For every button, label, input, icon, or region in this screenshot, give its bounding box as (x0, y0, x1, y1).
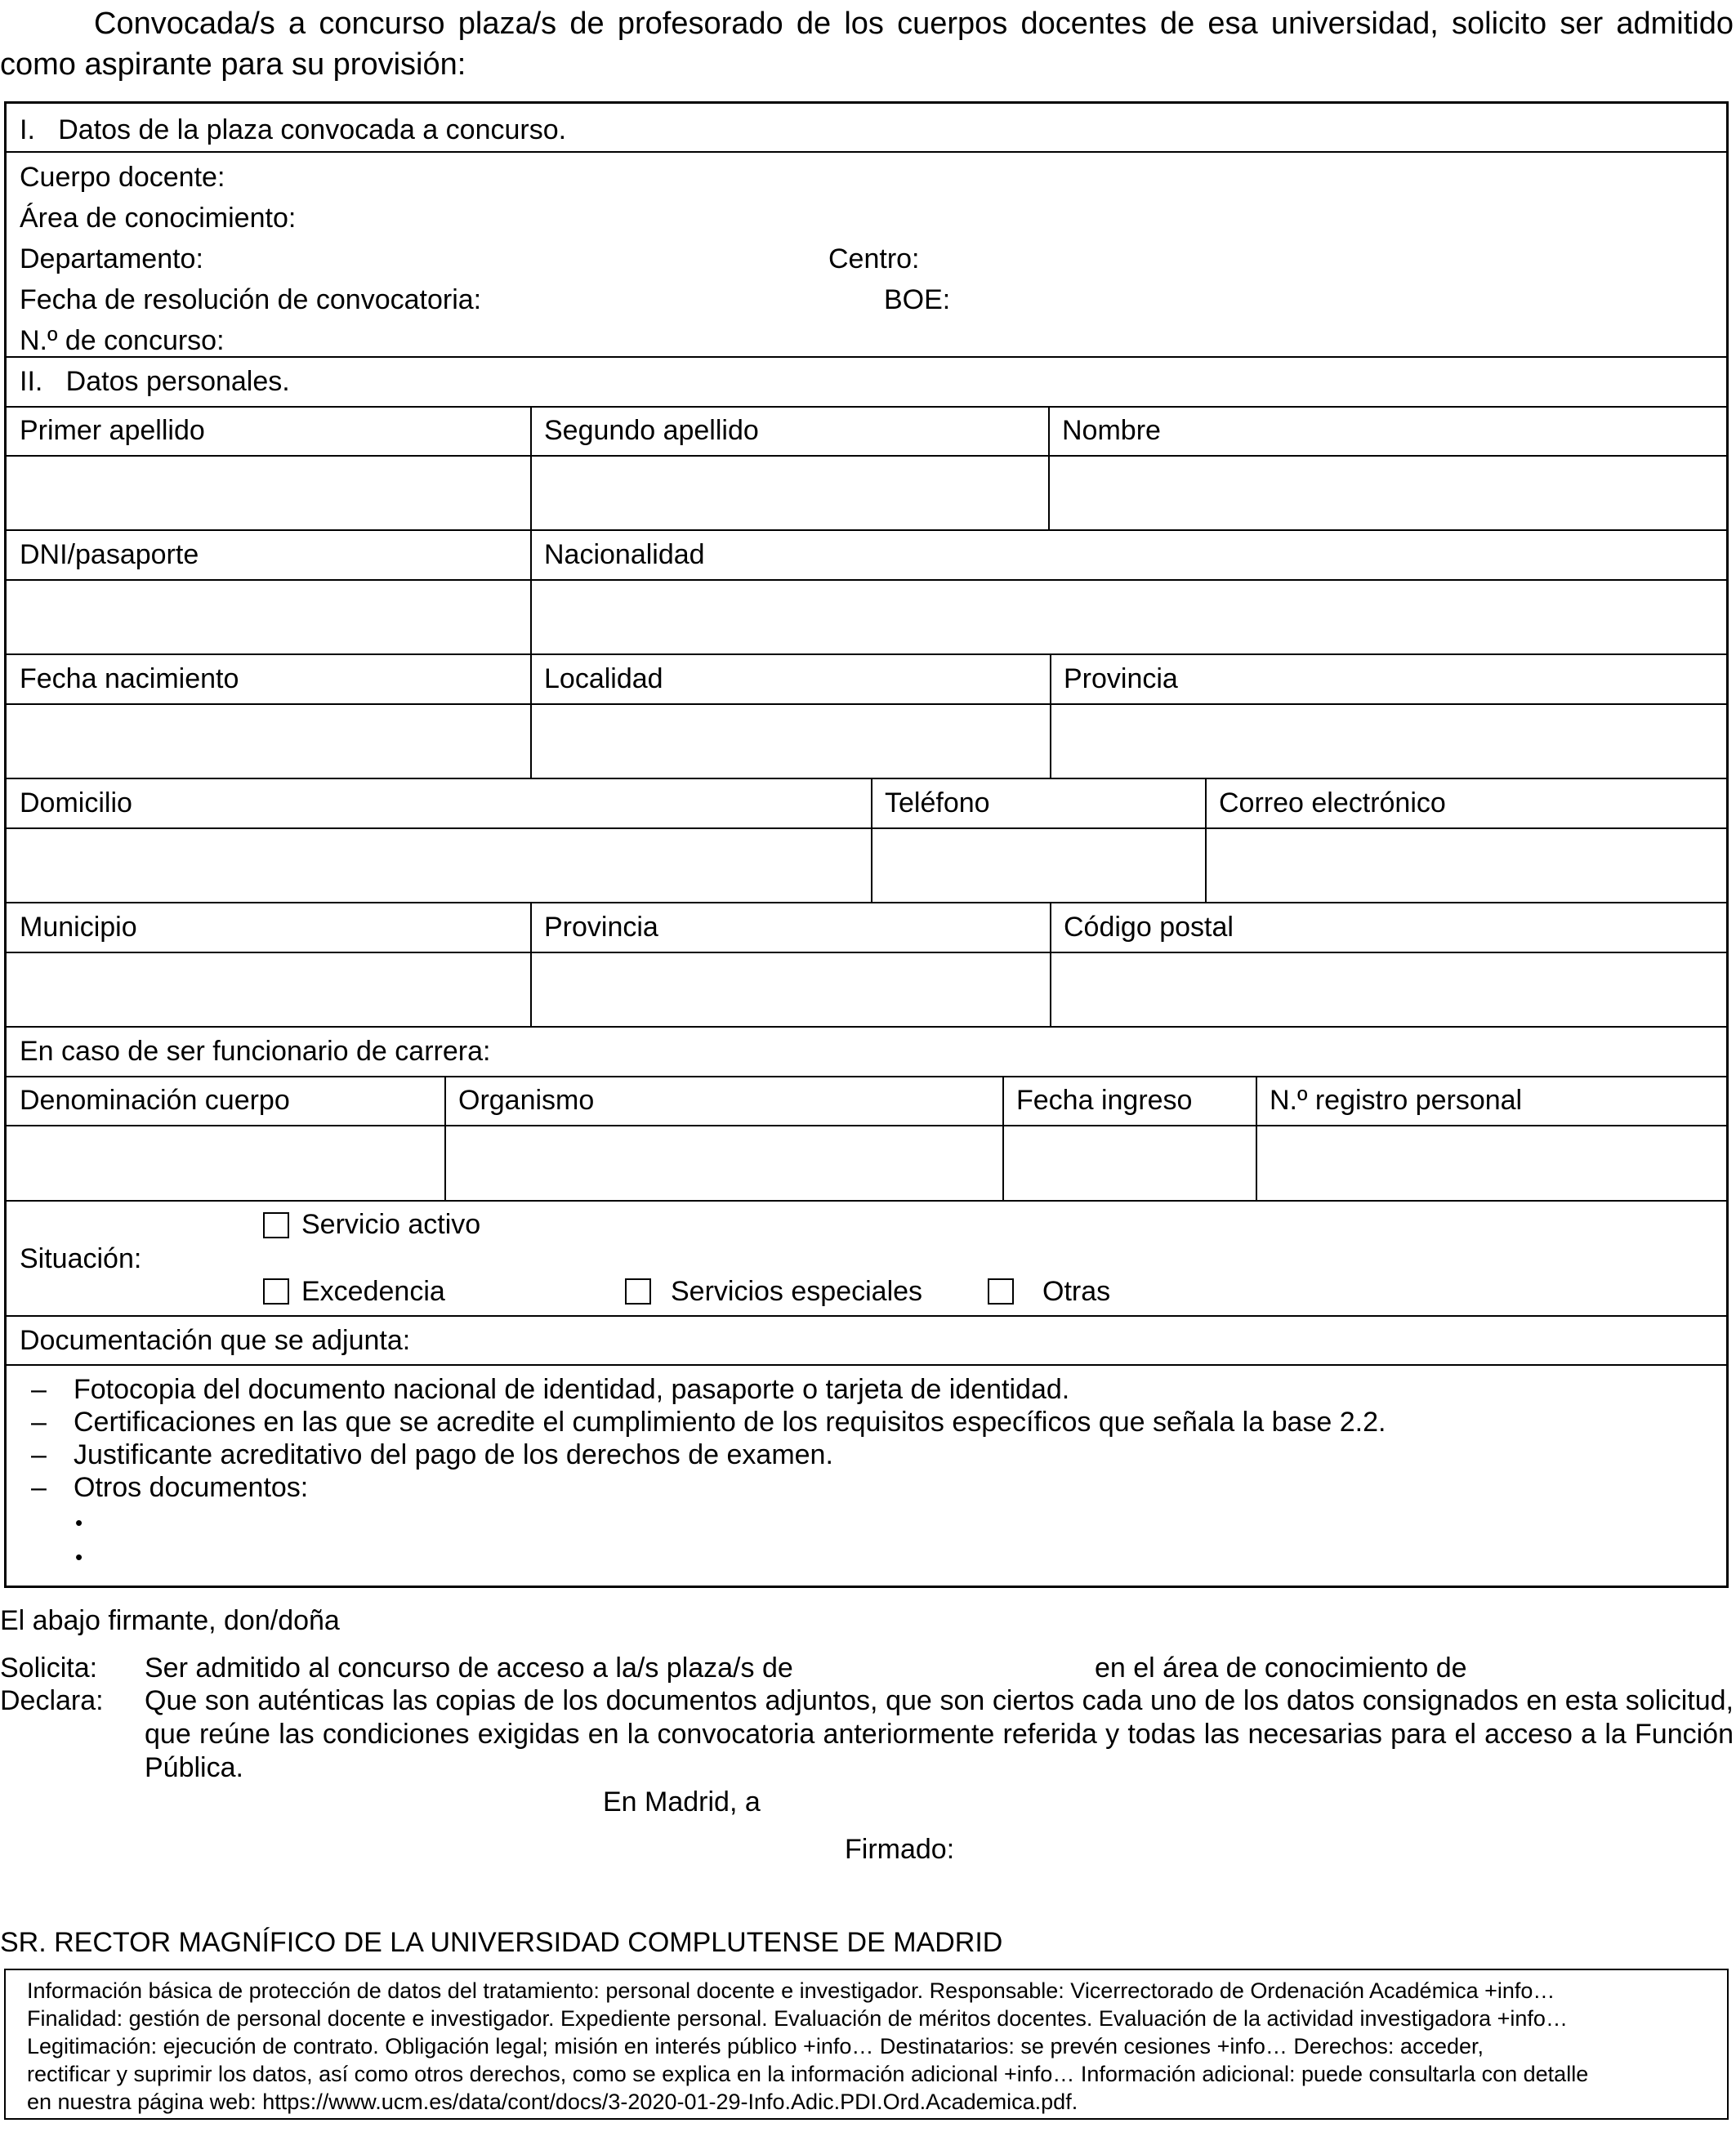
registro-personal-label: N.º registro personal (1270, 1085, 1523, 1116)
bullet: • (75, 1510, 83, 1535)
codigo-postal-label: Código postal (1064, 912, 1234, 943)
solicita-area-text: en el área de conocimiento de (1095, 1653, 1467, 1684)
organismo-label: Organismo (458, 1085, 595, 1116)
telefono-field[interactable] (872, 829, 1205, 902)
list-dash: – (31, 1374, 47, 1405)
privacy-line: Información básica de protección de datos del tratamiento: personal docente e investigador. Responsable: Vicerrectorado de Ordenación Académica +info… (27, 1978, 1555, 2003)
divider (7, 1364, 1726, 1366)
servicios-especiales-label: Servicios especiales (671, 1276, 923, 1307)
otras-checkbox[interactable] (988, 1278, 1014, 1305)
servicio-activo-label: Servicio activo (301, 1209, 481, 1240)
fecha-nacimiento-label: Fecha nacimiento (20, 663, 239, 694)
firmante-label: El abajo firmante, don/doña (0, 1605, 340, 1636)
firmado-label: Firmado: (845, 1834, 955, 1865)
denominacion-cuerpo-label: Denominación cuerpo (20, 1085, 290, 1116)
destinatario: SR. RECTOR MAGNÍFICO DE LA UNIVERSIDAD COMPLUTENSE DE MADRID (0, 1927, 1003, 1958)
localidad-field[interactable] (532, 705, 1050, 778)
list-dash: – (31, 1472, 47, 1503)
dni-label: DNI/pasaporte (20, 539, 199, 570)
domicilio-field[interactable] (7, 829, 871, 902)
fecha-ingreso-label: Fecha ingreso (1016, 1085, 1193, 1116)
segundo-apellido-label: Segundo apellido (544, 415, 759, 446)
divider (7, 653, 1726, 655)
area-conocimiento-label: Área de conocimiento: (20, 203, 297, 234)
provincia-domicilio-field[interactable] (532, 953, 1050, 1026)
declara-label: Declara: (0, 1685, 104, 1716)
application-form (4, 101, 1729, 1588)
servicio-activo-checkbox[interactable] (263, 1212, 289, 1238)
nombre-field[interactable] (1050, 457, 1726, 529)
nacionalidad-label: Nacionalidad (544, 539, 705, 570)
bullet: • (75, 1545, 83, 1569)
registro-personal-field[interactable] (1257, 1126, 1726, 1200)
fecha-resolucion-label: Fecha de resolución de convocatoria: (20, 284, 482, 315)
segundo-apellido-field[interactable] (532, 457, 1048, 529)
list-dash: – (31, 1407, 47, 1438)
servicios-especiales-checkbox[interactable] (625, 1278, 651, 1305)
situacion-label: Situación: (20, 1243, 142, 1274)
solicita-label: Solicita: (0, 1653, 98, 1684)
privacy-line: en nuestra página web: https://www.ucm.es/data/cont/docs/3-2020-01-29-Info.Adic.PDI.Ord.Academica.pdf. (27, 2090, 1078, 2114)
fecha-nacimiento-field[interactable] (7, 705, 530, 778)
document-list-item: Otros documentos: (74, 1472, 309, 1503)
document-list-item: Certificaciones en las que se acredite el cumplimiento de los requisitos específicos que señala la base 2.2. (74, 1407, 1386, 1438)
numero-concurso-label: N.º de concurso: (20, 325, 225, 356)
section-1-heading: I. Datos de la plaza convocada a concurso. (20, 114, 567, 145)
correo-label: Correo electrónico (1219, 787, 1446, 818)
centro-label: Centro: (828, 243, 920, 274)
privacy-line: rectificar y suprimir los datos, así como otros derechos, como se explica en la información adicional +info… Información adicional: puede consultarla con detalle (27, 2062, 1589, 2086)
divider (7, 1200, 1726, 1202)
intro-paragraph: Convocada/s a concurso plaza/s de profesorado de los cuerpos docentes de esa universidad, solicito ser admitido como aspirante para su provisión: (0, 7, 1734, 82)
divider (7, 529, 1726, 531)
divider (7, 902, 1726, 903)
provincia-domicilio-label: Provincia (544, 912, 658, 943)
nombre-label: Nombre (1062, 415, 1161, 446)
privacy-line: Finalidad: gestión de personal docente e investigador. Expediente personal. Evaluación de méritos docentes. Evaluación de la actividad investigadora +info… (27, 2006, 1568, 2031)
primer-apellido-field[interactable] (7, 457, 530, 529)
domicilio-label: Domicilio (20, 787, 132, 818)
divider (7, 406, 1726, 408)
documentacion-heading: Documentación que se adjunta: (20, 1325, 411, 1356)
fecha-ingreso-field[interactable] (1004, 1126, 1256, 1200)
primer-apellido-label: Primer apellido (20, 415, 205, 446)
divider (7, 1076, 1726, 1077)
provincia-label: Provincia (1064, 663, 1178, 694)
divider (7, 1026, 1726, 1028)
section-2-heading: II. Datos personales. (20, 366, 290, 397)
cuerpo-docente-label: Cuerpo docente: (20, 162, 225, 193)
telefono-label: Teléfono (885, 787, 990, 818)
departamento-label: Departamento: (20, 243, 203, 274)
denominacion-cuerpo-field[interactable] (7, 1126, 444, 1200)
solicita-text: Ser admitido al concurso de acceso a la/s plaza/s de (145, 1653, 793, 1684)
dni-field[interactable] (7, 581, 530, 653)
divider (7, 778, 1726, 779)
divider (7, 356, 1726, 358)
list-dash: – (31, 1439, 47, 1470)
privacy-info-box (4, 1969, 1729, 2120)
excedencia-checkbox[interactable] (263, 1278, 289, 1305)
codigo-postal-field[interactable] (1051, 953, 1726, 1026)
otras-label: Otras (1042, 1276, 1111, 1307)
nacionalidad-field[interactable] (532, 581, 1726, 653)
localidad-label: Localidad (544, 663, 663, 694)
lugar-fecha: En Madrid, a (603, 1786, 761, 1818)
excedencia-label: Excedencia (301, 1276, 445, 1307)
municipio-label: Municipio (20, 912, 137, 943)
declara-text: Que son auténticas las copias de los documentos adjuntos, que son ciertos cada uno de los datos consignados en esta solicitud, que reúne las condiciones exigidas en la convocatoria anteriormente referida y todas las necesarias para el acceso a la Función Pública. (145, 1685, 1734, 1783)
boe-label: BOE: (884, 284, 951, 315)
correo-field[interactable] (1207, 829, 1726, 902)
document-list-item: Justificante acreditativo del pago de los derechos de examen. (74, 1439, 833, 1470)
divider (7, 1315, 1726, 1317)
organismo-field[interactable] (446, 1126, 1002, 1200)
provincia-field[interactable] (1051, 705, 1726, 778)
divider (7, 151, 1726, 153)
funcionario-heading: En caso de ser funcionario de carrera: (20, 1036, 491, 1067)
municipio-field[interactable] (7, 953, 530, 1026)
privacy-line: Legitimación: ejecución de contrato. Obligación legal; misión en interés público +info… Destinatarios: se prevén cesiones +info… Derechos: acceder, (27, 2034, 1484, 2058)
document-list-item: Fotocopia del documento nacional de identidad, pasaporte o tarjeta de identidad. (74, 1374, 1070, 1405)
